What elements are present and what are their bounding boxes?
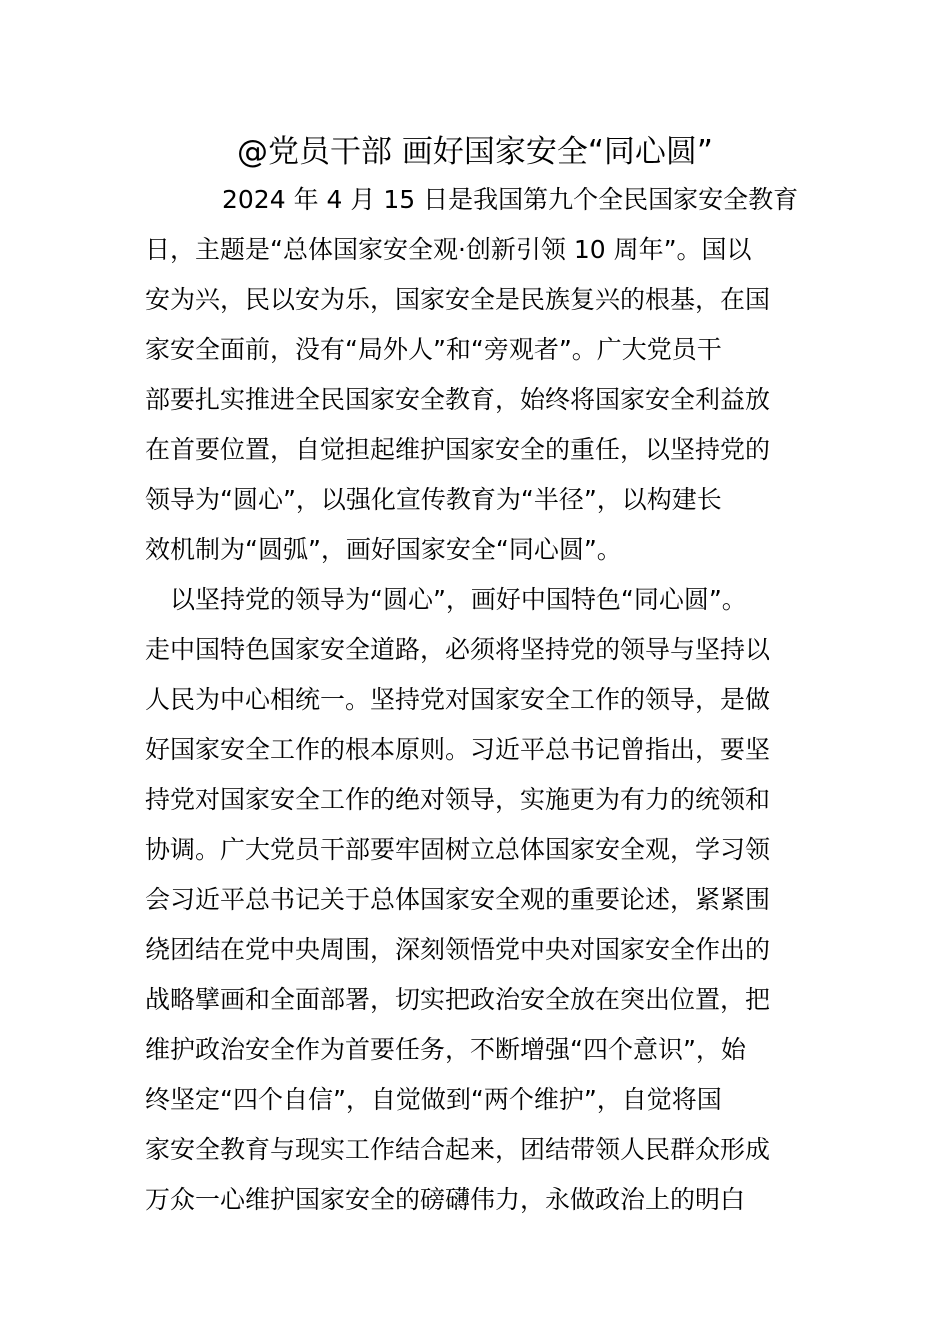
- paragraph-line: 在首要位置，自觉担起维护国家安全的重任，以坚持党的: [145, 435, 771, 464]
- paragraph-line: 领导为“圆心”，以强化宣传教育为“半径”，以构建长: [145, 485, 722, 514]
- paragraph-line: 持党对国家安全工作的绝对领导，实施更为有力的统领和: [145, 785, 771, 814]
- paragraph-line: 部要扎实推进全民国家安全教育，始终将国家安全利益放: [145, 385, 771, 414]
- paragraph-line: 家安全面前，没有“局外人”和“旁观者”。广大党员干: [145, 335, 722, 364]
- paragraph-line: 战略擘画和全面部署，切实把政治安全放在突出位置，把: [145, 985, 771, 1014]
- paragraph-line: 家安全教育与现实工作结合起来，团结带领人民群众形成: [145, 1135, 771, 1164]
- paragraph-line: 维护政治安全作为首要任务，不断增强“四个意识”，始: [145, 1035, 746, 1064]
- paragraph-line: 会习近平总书记关于总体国家安全观的重要论述，紧紧围: [145, 885, 771, 914]
- paragraph-line: 安为兴，民以安为乐，国家安全是民族复兴的根基，在国: [145, 285, 771, 314]
- paragraph-line: 好国家安全工作的根本原则。习近平总书记曾指出，要坚: [145, 735, 771, 764]
- paragraph-line: 终坚定“四个自信”，自觉做到“两个维护”，自觉将国: [145, 1085, 722, 1114]
- paragraph-line: 效机制为“圆弧”，画好国家安全“同心圆”。: [145, 535, 622, 564]
- paragraph-line: 人民为中心相统一。坚持党对国家安全工作的领导，是做: [145, 685, 771, 714]
- paragraph-line: 2024 年 4 月 15 日是我国第九个全民国家安全教育: [222, 185, 799, 214]
- paragraph-line: 万众一心维护国家安全的磅礴伟力，永做政治上的明白: [145, 1185, 746, 1214]
- paragraph-line: 以坚持党的领导为“圆心”，画好中国特色“同心圆”。: [170, 585, 747, 614]
- paragraph-line: 日，主题是“总体国家安全观·创新引领 10 周年”。国以: [145, 235, 752, 264]
- paragraph-line: 协调。广大党员干部要牢固树立总体国家安全观，学习领: [145, 835, 771, 864]
- document-title: @党员干部 画好国家安全“同心圆”: [237, 134, 713, 170]
- paragraph-line: 走中国特色国家安全道路，必须将坚持党的领导与坚持以: [145, 635, 771, 664]
- paragraph-line: 绕团结在党中央周围，深刻领悟党中央对国家安全作出的: [145, 935, 771, 964]
